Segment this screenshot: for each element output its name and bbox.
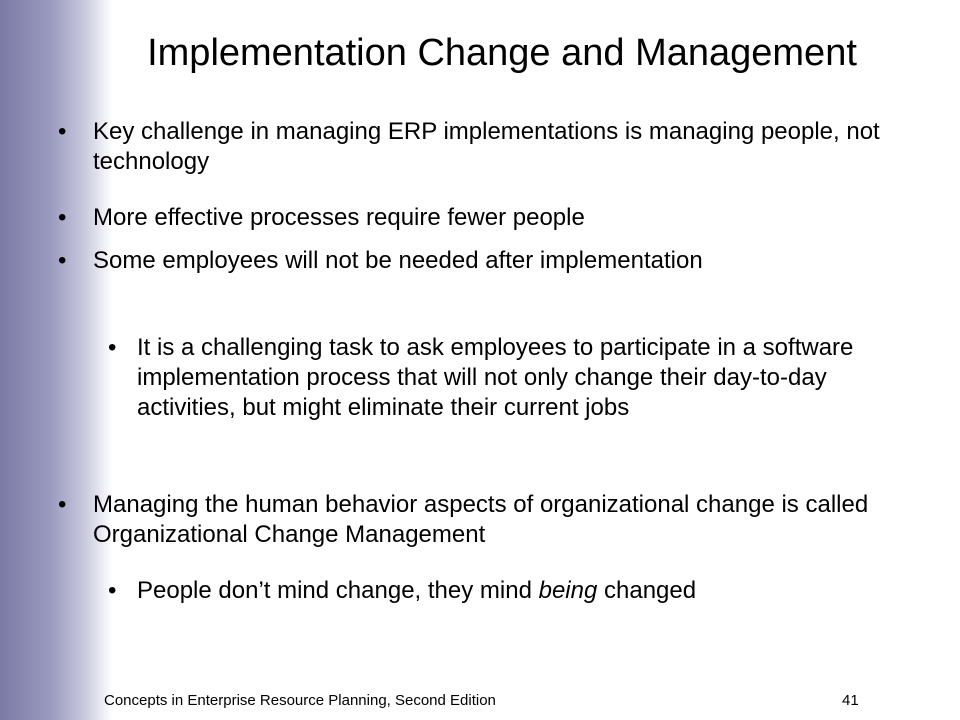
bullet-item-key-challenge — [58, 117, 898, 177]
bullet-text — [137, 576, 908, 606]
bullet-item-some-employees — [58, 246, 898, 276]
bullet-icon: • — [108, 334, 117, 361]
bullet-text-emphasis: being — [538, 577, 598, 604]
bullet-icon: • — [58, 491, 67, 518]
sub-bullet-item-people-dont-mind — [108, 576, 908, 606]
bullet-icon: • — [58, 118, 67, 145]
bullet-text: It is a challenging task to ask employees to participate in a software implementation process that will not only change their day-to-day activities, but might eliminate their current jobs — [137, 334, 854, 421]
footer-page-number: 41 — [842, 692, 859, 709]
bullet-text: Managing the human behavior aspects of organizational change is called Organizational Change Management — [93, 491, 869, 548]
bullet-text-before: People don’t mind change, they mind — [137, 577, 539, 604]
slide-title: Implementation Change and Management — [147, 32, 857, 74]
sub-bullet-item-challenging-task — [108, 333, 908, 423]
footer-book-title: Concepts in Enterprise Resource Planning, Second Edition — [104, 692, 496, 709]
bullet-item-effective-processes — [58, 203, 898, 233]
bullet-item-human-behavior — [58, 490, 898, 550]
bullet-text: Some employees will not be needed after implementation — [93, 247, 703, 274]
bullet-text-after: changed — [597, 577, 697, 604]
bullet-text: Key challenge in managing ERP implementations is managing people, not technology — [93, 118, 880, 175]
bullet-text: More effective processes require fewer people — [93, 204, 585, 231]
bullet-icon: • — [58, 204, 67, 231]
bullet-icon: • — [108, 577, 117, 604]
bullet-icon: • — [58, 247, 67, 274]
